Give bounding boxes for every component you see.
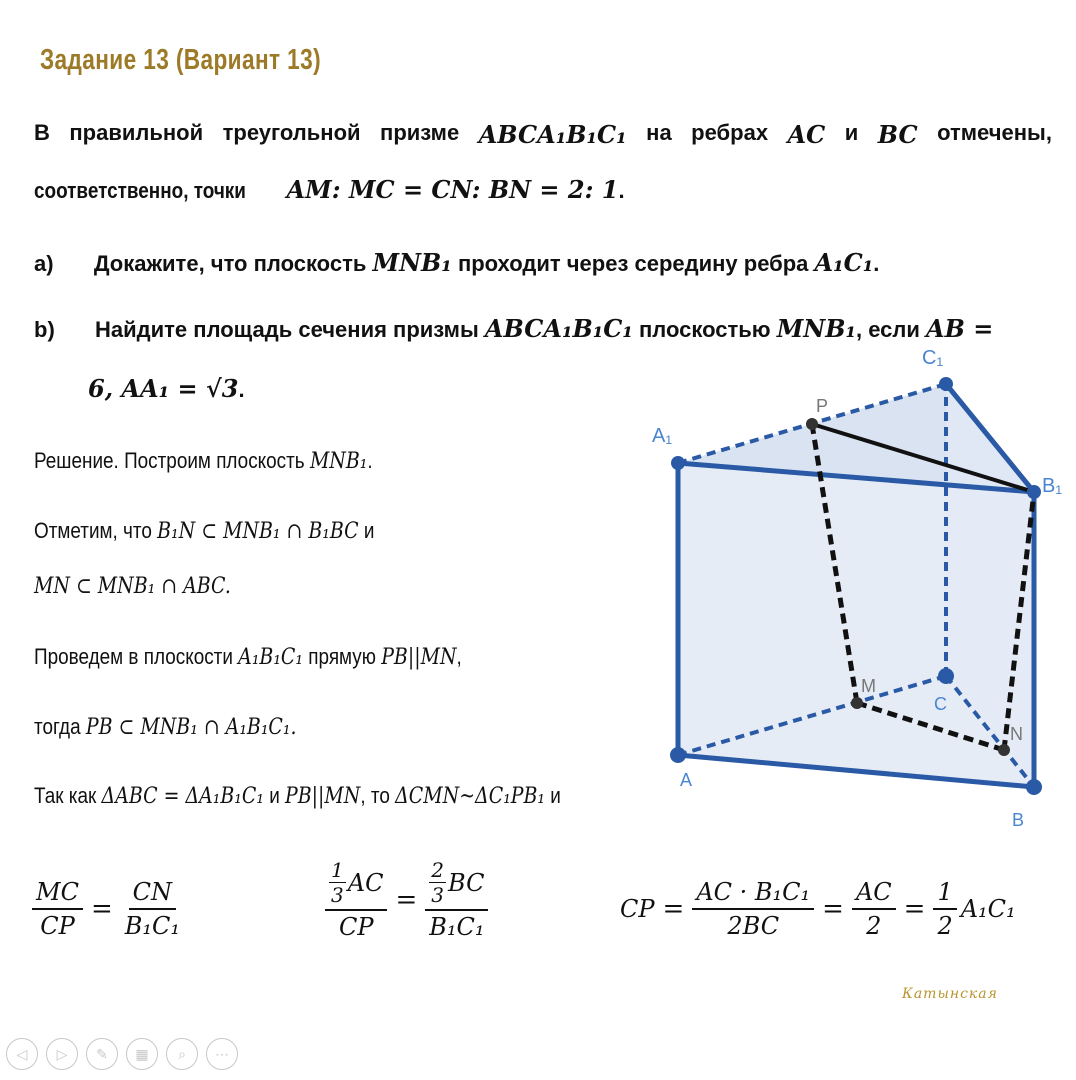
line1-word: В <box>34 120 50 145</box>
more-icon[interactable]: ⋯ <box>206 1038 238 1070</box>
page-title: Задание 13 (Вариант 13) <box>40 44 322 76</box>
label-c: C <box>934 694 947 714</box>
solution-line-3: MN ⊂ MNB₁ ∩ ABC. <box>34 574 231 599</box>
point-b <box>1026 779 1042 795</box>
line1-word: AC <box>787 120 826 149</box>
point-b1 <box>1027 485 1041 499</box>
line1-word: призме <box>380 120 460 145</box>
point-c <box>938 668 954 684</box>
line1-word: на <box>646 120 672 145</box>
part-a-label: a) <box>34 251 54 276</box>
line1-word: ABCA₁B₁C₁ <box>478 120 627 149</box>
point-a1 <box>671 456 685 470</box>
problem-line-2: соответственно, точки AM: MC = CN: BN = 2: 1. <box>34 175 625 204</box>
solution-line-2: Отметим, что B₁N ⊂ MNB₁ ∩ B₁BC и <box>34 518 375 544</box>
point-p <box>806 418 818 430</box>
formula-2: $\frac{1}{3}$ AC CP = $\frac{2}{3}$ BC B₁C₁ <box>325 858 488 941</box>
point-m <box>851 697 863 709</box>
label-b: B <box>1012 810 1025 830</box>
pen-icon[interactable]: ✎ <box>86 1038 118 1070</box>
line1-word: правильной <box>69 120 204 145</box>
line1-word: треугольной <box>222 120 361 145</box>
solution-line-6: Так как ΔABC = ΔA₁B₁C₁ и PB||MN, то ΔCMN~ΔC₁PB₁ и <box>34 783 561 809</box>
line1-word: отмечены, <box>937 120 1052 145</box>
line1-word: BC <box>877 120 918 149</box>
label-b1: B₁ <box>1042 475 1063 497</box>
zoom-icon[interactable]: ⌕ <box>166 1038 198 1070</box>
line1-word: ребрах <box>691 120 769 145</box>
label-n: N <box>1010 724 1023 744</box>
slides-icon[interactable]: ▦ <box>126 1038 158 1070</box>
solution-line-4: Проведем в плоскости A₁B₁C₁ прямую PB||MN, <box>34 644 462 670</box>
formula-1: $\frac{MC}{CP}$ = $\frac{CN}{\text{B₁C₁}}$ <box>32 878 184 940</box>
slide-navigation <box>6 1038 238 1070</box>
solution-line-1: Решение. Построим плоскость MNB₁. <box>34 448 373 474</box>
label-c1: C₁ <box>922 347 944 369</box>
part-b-line-2: 6, AA₁ = √3. <box>88 374 245 403</box>
formula-3: CP = $\frac{\text{AC · B₁C₁}}{2BC}$ = $\frac{AC}{2}$ = $\frac{1}{2}$ A₁C₁ <box>620 878 1016 940</box>
point-n <box>998 744 1010 756</box>
solution-line-5: тогда PB ⊂ MNB₁ ∩ A₁B₁C₁. <box>34 714 297 740</box>
label-a1: A₁ <box>652 425 673 447</box>
label-a: A <box>680 770 693 790</box>
label-m: M <box>861 676 876 696</box>
back-icon[interactable]: ◁ <box>6 1038 38 1070</box>
part-b: b) Найдите площадь сечения призмы ABCA₁B₁C₁ плоскостью MNB₁, если AB = <box>34 314 994 343</box>
author-signature: Катынская <box>902 986 998 1002</box>
point-c1 <box>939 377 953 391</box>
line1-word: и <box>844 120 859 145</box>
label-p: P <box>816 396 829 416</box>
forward-icon[interactable]: ▷ <box>46 1038 78 1070</box>
point-a <box>670 747 686 763</box>
part-b-label: b) <box>34 317 55 342</box>
part-a: a) Докажите, что плоскость MNB₁ проходит через середину ребра A₁C₁. <box>34 248 880 277</box>
